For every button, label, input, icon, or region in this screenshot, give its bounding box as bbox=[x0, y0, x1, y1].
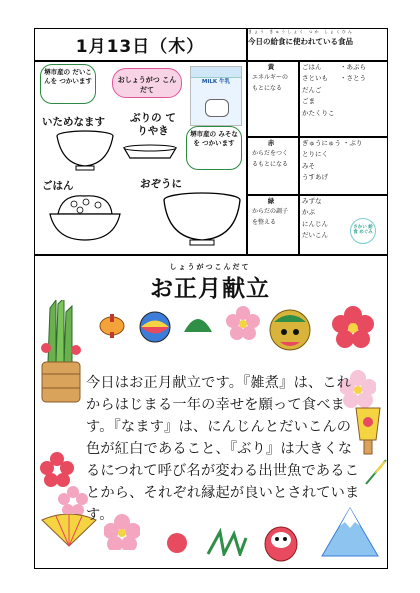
group-red-items bbox=[302, 138, 386, 184]
group-yellow-name: 黄 bbox=[267, 63, 275, 71]
buri-plate-icon bbox=[120, 140, 180, 162]
ozoni-bowl-icon bbox=[160, 190, 244, 248]
dish-buri: ぶりの てりやき bbox=[130, 112, 176, 137]
rice-bowl-icon bbox=[44, 190, 126, 246]
yellow-item-satou: ・さとう bbox=[340, 74, 366, 82]
bubble-misona: 堺市産の みそなを つかいます bbox=[186, 126, 242, 170]
namasu-bowl-icon bbox=[50, 128, 120, 176]
daruma-icon bbox=[262, 520, 300, 562]
group-red bbox=[248, 138, 388, 194]
dish-namasu: いためなます bbox=[42, 116, 105, 128]
section-divider bbox=[34, 254, 388, 256]
group-red-desc bbox=[252, 148, 296, 171]
yellow-item: さといも bbox=[302, 74, 328, 83]
bubble-daikon: 堺市産の だいこんを つかいます bbox=[40, 64, 96, 104]
ingredients-heading bbox=[248, 30, 388, 46]
red-item: とりにく bbox=[302, 150, 328, 159]
plum-flower-small-icon bbox=[58, 486, 88, 516]
section-title-ruby: しょうがつこんだて bbox=[169, 263, 251, 271]
yellow-item: かたくりこ bbox=[302, 108, 335, 117]
pine-branch-icon bbox=[206, 528, 248, 556]
green-item: だいこん bbox=[302, 231, 328, 240]
dish-ozoni: おぞうに bbox=[140, 178, 182, 190]
group-red-desc-1: からだをつく bbox=[252, 150, 289, 157]
cow-icon bbox=[205, 99, 229, 117]
dish-gohan: ごはん bbox=[42, 180, 74, 192]
plum-flower-red-icon bbox=[40, 452, 74, 488]
green-item: にんじん bbox=[302, 219, 328, 228]
group-green-name: 緑 bbox=[267, 197, 275, 205]
red-item: ぎゅうにゅう ・ぶり bbox=[302, 139, 363, 147]
milk-cap bbox=[191, 67, 241, 78]
ingredients-heading-ruby: きょう きゅうしょく つか しょくひん bbox=[248, 29, 354, 34]
group-green-desc-1: からだの調子 bbox=[252, 208, 289, 215]
yellow-item-aburaa: ・あぶら bbox=[340, 63, 366, 71]
yellow-item: だんご bbox=[302, 85, 322, 94]
plum-bud-icon bbox=[164, 530, 190, 556]
section-title: お正月献立 bbox=[150, 276, 270, 302]
red-item: うすあげ bbox=[302, 173, 328, 182]
group-green-desc-2: を整える bbox=[252, 219, 277, 227]
section-body: 今日はお正月献立です。『雑煮』は、これからはじまる一年の幸せを願って食べます。『なます』は、にんじんとだいこんの色が紅白であること、『ぶり』は大きくなるにつれて呼び名が変わる出世魚であることから、それぞれ縁起が良いとされています。 bbox=[86, 375, 360, 523]
green-item: みずな bbox=[302, 197, 322, 205]
milk-label: MILK 牛乳 bbox=[201, 79, 231, 85]
yellow-item: ごま bbox=[302, 97, 315, 106]
yellow-item: ごはん bbox=[302, 63, 322, 71]
kadomatsu-icon bbox=[36, 300, 86, 410]
group-red-name: 赤 bbox=[267, 139, 275, 147]
lion-mask-icon bbox=[266, 302, 314, 358]
plum-flower-icon bbox=[226, 306, 260, 340]
plum-flower-large-icon bbox=[332, 306, 374, 348]
bubble-osechi: おしょうがつ こんだて bbox=[112, 68, 182, 98]
menu-date: 1月13日（木） bbox=[75, 36, 205, 57]
milk-carton bbox=[190, 66, 242, 126]
temari-ball-icon bbox=[138, 310, 172, 344]
sakai-kyushoku-logo: さかい 給食 めぐみ bbox=[350, 218, 376, 244]
pine-icon bbox=[182, 308, 214, 336]
bamboo-leaf-icon bbox=[364, 456, 388, 486]
green-item: かぶ bbox=[302, 208, 315, 217]
koma-top-icon bbox=[98, 312, 126, 340]
ingredients-heading-text: 今日の給食に使われている食品 bbox=[248, 37, 353, 46]
group-yellow-desc-2: もとになる bbox=[252, 85, 283, 93]
group-yellow bbox=[248, 62, 388, 136]
group-yellow-desc bbox=[252, 72, 296, 95]
group-green-desc bbox=[252, 206, 296, 229]
group-yellow-desc-1: エネルギーの bbox=[252, 74, 289, 81]
red-item: みそ bbox=[302, 161, 315, 170]
group-red-desc-2: るもとになる bbox=[252, 161, 289, 169]
